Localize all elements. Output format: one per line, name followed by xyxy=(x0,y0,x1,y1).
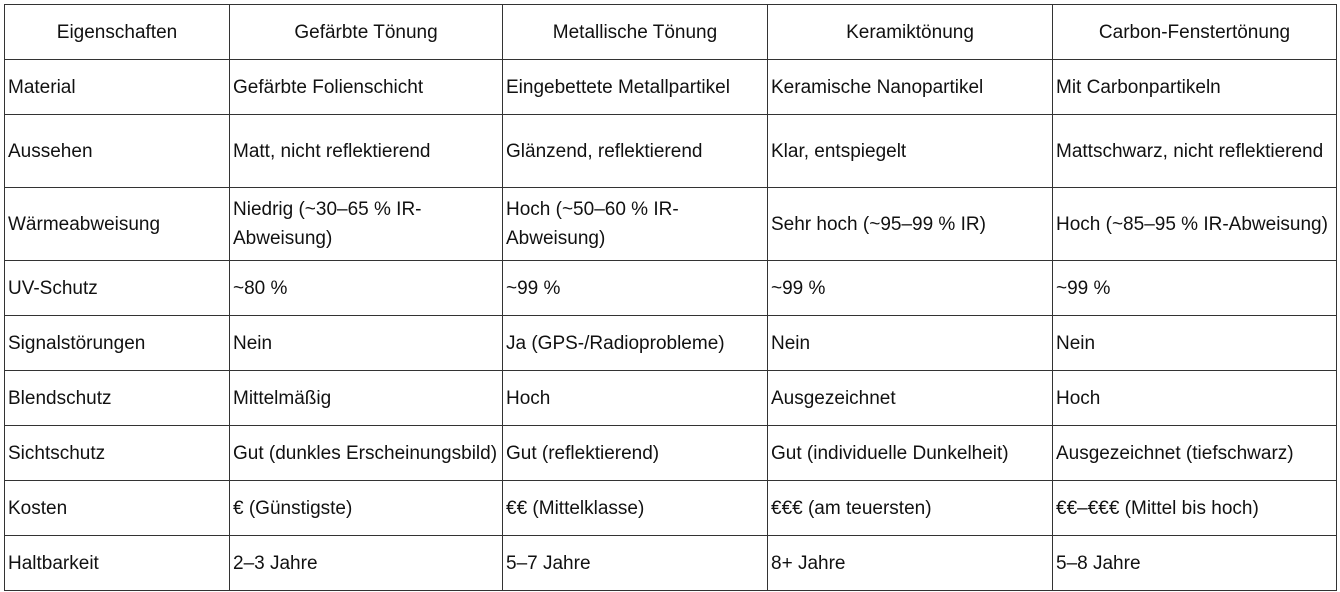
table-cell: Niedrig (~30–65 % IR-Abweisung) xyxy=(230,188,503,261)
column-header: Eigenschaften xyxy=(5,5,230,60)
table-cell: ~80 % xyxy=(230,261,503,316)
table-cell: ~99 % xyxy=(768,261,1053,316)
table-cell: Hoch (~85–95 % IR-Abweisung) xyxy=(1053,188,1337,261)
table-row xyxy=(5,371,1337,426)
table-cell: Eingebettete Metallpartikel xyxy=(503,60,768,115)
table-cell: Sehr hoch (~95–99 % IR) xyxy=(768,188,1053,261)
table-cell: Gut (reflektierend) xyxy=(503,426,768,481)
column-header: Keramiktönung xyxy=(768,5,1053,60)
table-cell: Gefärbte Folienschicht xyxy=(230,60,503,115)
table-row xyxy=(5,188,1337,261)
row-label: Sichtschutz xyxy=(5,426,230,481)
table-header-row xyxy=(5,5,1337,60)
table-cell: Klar, entspiegelt xyxy=(768,115,1053,188)
row-label: Kosten xyxy=(5,481,230,536)
row-label: Signalstörungen xyxy=(5,316,230,371)
table-row xyxy=(5,60,1337,115)
table-cell: Ja (GPS-/Radioprobleme) xyxy=(503,316,768,371)
row-label: Material xyxy=(5,60,230,115)
column-header: Metallische Tönung xyxy=(503,5,768,60)
table-cell: Gut (dunkles Erscheinungsbild) xyxy=(230,426,503,481)
table-cell: Mit Carbonpartikeln xyxy=(1053,60,1337,115)
table-cell: 5–8 Jahre xyxy=(1053,536,1337,591)
table-cell: €€ (Mittelklasse) xyxy=(503,481,768,536)
table-cell: Gut (individuelle Dunkelheit) xyxy=(768,426,1053,481)
table-row xyxy=(5,481,1337,536)
comparison-table xyxy=(4,4,1337,591)
table-cell: Hoch xyxy=(503,371,768,426)
table-row xyxy=(5,115,1337,188)
table-cell: €€€ (am teuersten) xyxy=(768,481,1053,536)
table-row xyxy=(5,536,1337,591)
table-cell: 5–7 Jahre xyxy=(503,536,768,591)
row-label: UV-Schutz xyxy=(5,261,230,316)
row-label: Aussehen xyxy=(5,115,230,188)
column-header: Gefärbte Tönung xyxy=(230,5,503,60)
table-cell: ~99 % xyxy=(503,261,768,316)
table-cell: Mattschwarz, nicht reflektierend xyxy=(1053,115,1337,188)
table-cell: Nein xyxy=(230,316,503,371)
row-label: Wärmeabweisung xyxy=(5,188,230,261)
table-cell: Mittelmäßig xyxy=(230,371,503,426)
table-cell: Ausgezeichnet (tiefschwarz) xyxy=(1053,426,1337,481)
table-cell: Nein xyxy=(768,316,1053,371)
table-row xyxy=(5,426,1337,481)
table-cell: Hoch xyxy=(1053,371,1337,426)
table-cell: €€–€€€ (Mittel bis hoch) xyxy=(1053,481,1337,536)
table-cell: € (Günstigste) xyxy=(230,481,503,536)
table-row xyxy=(5,316,1337,371)
table-cell: 2–3 Jahre xyxy=(230,536,503,591)
table-cell: Hoch (~50–60 % IR-Abweisung) xyxy=(503,188,768,261)
table-cell: 8+ Jahre xyxy=(768,536,1053,591)
column-header: Carbon-Fenstertönung xyxy=(1053,5,1337,60)
row-label: Haltbarkeit xyxy=(5,536,230,591)
table-cell: Glänzend, reflektierend xyxy=(503,115,768,188)
table-cell: Keramische Nanopartikel xyxy=(768,60,1053,115)
table-cell: Ausgezeichnet xyxy=(768,371,1053,426)
row-label: Blendschutz xyxy=(5,371,230,426)
table-cell: Nein xyxy=(1053,316,1337,371)
table-row xyxy=(5,261,1337,316)
table-cell: Matt, nicht reflektierend xyxy=(230,115,503,188)
table-cell: ~99 % xyxy=(1053,261,1337,316)
